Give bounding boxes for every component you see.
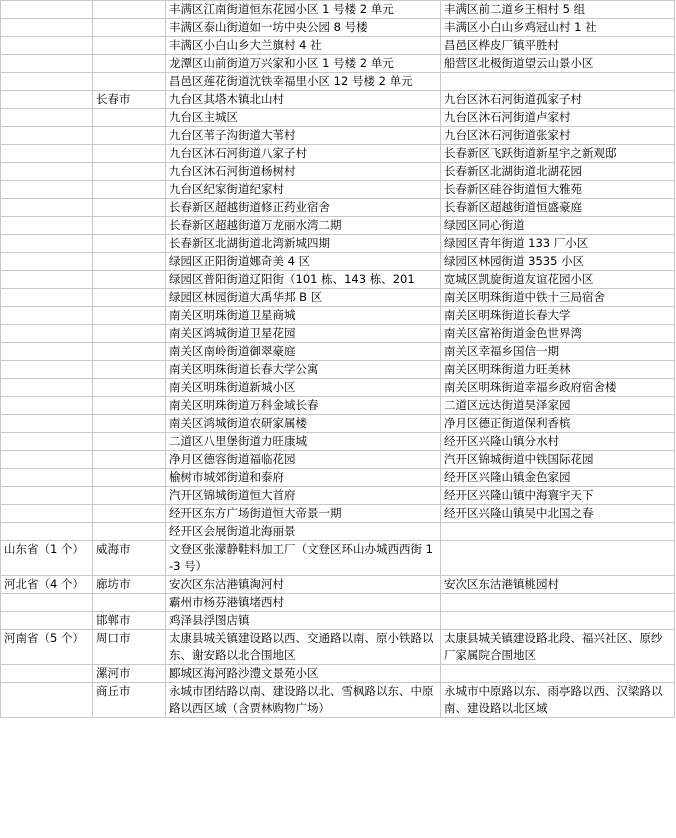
area-cell-left: 绿园区林园街道大禹华邦 B 区 — [166, 289, 441, 307]
area-cell-right: 九台区沐石河街道卢家村 — [441, 109, 675, 127]
area-cell-right: 绿园区青年街道 133 厂小区 — [441, 235, 675, 253]
area-cell-right: 安次区东沽港镇桃园村 — [441, 576, 675, 594]
area-cell-left: 丰满区江南街道恒东花园小区 1 号楼 2 单元 — [166, 1, 441, 19]
city-cell — [93, 451, 166, 469]
city-cell — [93, 127, 166, 145]
area-cell-right: 绿园区同心街道 — [441, 217, 675, 235]
table-row — [1, 1, 675, 19]
area-cell-left: 南关区明珠街道长春大学公寓 — [166, 361, 441, 379]
table-row — [1, 163, 675, 181]
area-cell-left: 汽开区锦城街道恒大首府 — [166, 487, 441, 505]
city-cell — [93, 145, 166, 163]
area-cell-left: 郾城区海河路沙澧文景苑小区 — [166, 665, 441, 683]
area-cell-left: 安次区东沽港镇淘河村 — [166, 576, 441, 594]
table-row — [1, 594, 675, 612]
area-cell-left: 长春新区北湖街道北湾新城四期 — [166, 235, 441, 253]
table-row — [1, 145, 675, 163]
area-cell-right: 经开区兴隆山镇分水村 — [441, 433, 675, 451]
table-row — [1, 37, 675, 55]
table-row — [1, 379, 675, 397]
city-cell: 威海市 — [93, 541, 166, 576]
province-cell — [1, 325, 93, 343]
province-cell — [1, 307, 93, 325]
city-cell: 长春市 — [93, 91, 166, 109]
province-cell — [1, 235, 93, 253]
area-cell-right — [441, 665, 675, 683]
area-cell-right: 长春新区硅谷街道恒大雅苑 — [441, 181, 675, 199]
table-row — [1, 217, 675, 235]
province-cell — [1, 379, 93, 397]
province-cell — [1, 127, 93, 145]
area-cell-right: 丰满区前二道乡王相村 5 组 — [441, 1, 675, 19]
table-row — [1, 541, 675, 576]
area-cell-left: 南关区鸿城街道卫星花园 — [166, 325, 441, 343]
area-cell-left: 长春新区超越街道万龙丽水湾二期 — [166, 217, 441, 235]
area-cell-right: 南关区幸福乡国信一期 — [441, 343, 675, 361]
area-cell-right: 永城市中原路以东、雨亭路以西、汉梁路以南、建设路以北区域 — [441, 683, 675, 718]
table-row — [1, 199, 675, 217]
area-cell-left: 鸡泽县浮图店镇 — [166, 612, 441, 630]
province-cell — [1, 163, 93, 181]
table-row — [1, 523, 675, 541]
area-cell-left: 净月区德容街道福临花园 — [166, 451, 441, 469]
province-cell — [1, 343, 93, 361]
area-cell-left: 九台区主城区 — [166, 109, 441, 127]
city-cell — [93, 594, 166, 612]
province-cell: 河北省（4 个） — [1, 576, 93, 594]
area-cell-right: 净月区德正街道保利香槟 — [441, 415, 675, 433]
province-cell — [1, 271, 93, 289]
city-cell — [93, 361, 166, 379]
table-row — [1, 433, 675, 451]
area-cell-left: 丰满区小白山乡大兰旗村 4 社 — [166, 37, 441, 55]
area-cell-right — [441, 73, 675, 91]
area-cell-left: 太康县城关镇建设路以西、交通路以南、原小铁路以东、谢安路以北合围地区 — [166, 630, 441, 665]
area-cell-left: 长春新区超越街道修正药业宿舍 — [166, 199, 441, 217]
table-row — [1, 55, 675, 73]
area-cell-right: 南关区明珠街道中铁十三局宿舍 — [441, 289, 675, 307]
province-cell — [1, 91, 93, 109]
area-cell-left: 霸州市杨芬港镇堵西村 — [166, 594, 441, 612]
province-cell — [1, 289, 93, 307]
area-cell-right: 经开区兴隆山镇吴中北国之春 — [441, 505, 675, 523]
table-row — [1, 487, 675, 505]
area-cell-left: 九台区其塔木镇北山村 — [166, 91, 441, 109]
province-cell — [1, 109, 93, 127]
area-cell-right — [441, 612, 675, 630]
province-cell — [1, 505, 93, 523]
city-cell — [93, 343, 166, 361]
province-cell — [1, 469, 93, 487]
table-row — [1, 253, 675, 271]
province-cell: 河南省（5 个） — [1, 630, 93, 665]
area-cell-right: 南关区富裕街道金色世界湾 — [441, 325, 675, 343]
area-cell-right — [441, 523, 675, 541]
province-cell — [1, 217, 93, 235]
area-cell-left: 南关区明珠街道新城小区 — [166, 379, 441, 397]
area-cell-right: 丰满区小白山乡鸡冠山村 1 社 — [441, 19, 675, 37]
table-row — [1, 397, 675, 415]
province-cell — [1, 181, 93, 199]
province-cell — [1, 19, 93, 37]
city-cell: 廊坊市 — [93, 576, 166, 594]
area-cell-right: 九台区沐石河街道孤家子村 — [441, 91, 675, 109]
area-cell-right: 南关区明珠街道力旺美林 — [441, 361, 675, 379]
table-row — [1, 109, 675, 127]
table-row — [1, 576, 675, 594]
area-cell-left: 九台区纪家街道纪家村 — [166, 181, 441, 199]
province-cell — [1, 487, 93, 505]
area-cell-left: 九台区沐石河街道杨树村 — [166, 163, 441, 181]
area-cell-left: 昌邑区莲花街道沈铁幸福里小区 12 号楼 2 单元 — [166, 73, 441, 91]
city-cell — [93, 271, 166, 289]
city-cell — [93, 73, 166, 91]
city-cell — [93, 235, 166, 253]
table-row — [1, 343, 675, 361]
table-row — [1, 665, 675, 683]
province-cell — [1, 612, 93, 630]
area-cell-right: 宽城区凯旋街道友谊花园小区 — [441, 271, 675, 289]
city-cell — [93, 109, 166, 127]
area-cell-left: 南关区南岭街道御翠豪庭 — [166, 343, 441, 361]
city-cell — [93, 163, 166, 181]
city-cell — [93, 253, 166, 271]
province-cell — [1, 665, 93, 683]
province-cell — [1, 73, 93, 91]
area-cell-left: 丰满区泰山街道如一坊中央公园 8 号楼 — [166, 19, 441, 37]
province-cell — [1, 199, 93, 217]
area-cell-right: 南关区明珠街道长春大学 — [441, 307, 675, 325]
area-cell-right: 绿园区林园街道 3535 小区 — [441, 253, 675, 271]
city-cell — [93, 37, 166, 55]
area-cell-left: 绿园区正阳街道娜奇美 4 区 — [166, 253, 441, 271]
province-cell — [1, 37, 93, 55]
table-row — [1, 451, 675, 469]
table-row — [1, 683, 675, 718]
area-cell-right: 汽开区锦城街道中铁国际花园 — [441, 451, 675, 469]
area-cell-right: 南关区明珠街道幸福乡政府宿舍楼 — [441, 379, 675, 397]
city-cell — [93, 505, 166, 523]
city-cell — [93, 289, 166, 307]
province-cell — [1, 253, 93, 271]
table-row — [1, 19, 675, 37]
area-cell-right: 长春新区北湖街道北湖花园 — [441, 163, 675, 181]
province-cell — [1, 1, 93, 19]
area-cell-right — [441, 594, 675, 612]
province-cell — [1, 683, 93, 718]
province-cell — [1, 145, 93, 163]
area-cell-left: 南关区鸿城街道农研家属楼 — [166, 415, 441, 433]
table-row — [1, 271, 675, 289]
area-cell-left: 九台区苇子沟街道大苇村 — [166, 127, 441, 145]
area-cell-right: 二道区远达街道昊泽家园 — [441, 397, 675, 415]
area-cell-right: 九台区沐石河街道张家村 — [441, 127, 675, 145]
table-row — [1, 289, 675, 307]
city-cell — [93, 325, 166, 343]
city-cell: 商丘市 — [93, 683, 166, 718]
province-cell — [1, 415, 93, 433]
area-cell-left: 永城市团结路以南、建设路以北、雪枫路以东、中原路以西区域（含贾林购物广场） — [166, 683, 441, 718]
city-cell: 漯河市 — [93, 665, 166, 683]
table-row — [1, 325, 675, 343]
table-row — [1, 307, 675, 325]
table-row — [1, 612, 675, 630]
city-cell — [93, 433, 166, 451]
city-cell — [93, 217, 166, 235]
province-cell — [1, 55, 93, 73]
city-cell — [93, 307, 166, 325]
area-cell-left: 龙潭区山前街道万兴家和小区 1 号楼 2 单元 — [166, 55, 441, 73]
area-cell-left: 经开区东方广场街道恒大帝景一期 — [166, 505, 441, 523]
table-row — [1, 630, 675, 665]
city-cell — [93, 415, 166, 433]
city-cell — [93, 397, 166, 415]
city-cell: 周口市 — [93, 630, 166, 665]
area-cell-right: 长春新区超越街道恒盛豪庭 — [441, 199, 675, 217]
province-cell — [1, 451, 93, 469]
city-cell — [93, 1, 166, 19]
area-cell-left: 榆树市城郊街道和泰府 — [166, 469, 441, 487]
area-cell-right: 昌邑区桦皮厂镇平胜村 — [441, 37, 675, 55]
province-cell: 山东省（1 个） — [1, 541, 93, 576]
province-cell — [1, 361, 93, 379]
province-cell — [1, 523, 93, 541]
area-cell-right: 船营区北极街道望云山景小区 — [441, 55, 675, 73]
city-cell — [93, 379, 166, 397]
city-cell — [93, 487, 166, 505]
province-cell — [1, 433, 93, 451]
area-cell-right: 太康县城关镇建设路北段、福兴社区、原纱厂家属院合围地区 — [441, 630, 675, 665]
area-cell-left: 经开区会展街道北海丽景 — [166, 523, 441, 541]
table-row — [1, 469, 675, 487]
area-cell-right: 经开区兴隆山镇金色家园 — [441, 469, 675, 487]
table-row — [1, 127, 675, 145]
city-cell — [93, 19, 166, 37]
table-row — [1, 361, 675, 379]
area-cell-right: 长春新区飞跃街道新星宇之新观邸 — [441, 145, 675, 163]
city-cell — [93, 181, 166, 199]
area-cell-left: 南关区明珠街道万科金域长春 — [166, 397, 441, 415]
area-cell-left: 绿园区普阳街道辽阳街（101 栋、143 栋、201 — [166, 271, 441, 289]
city-cell: 邯郸市 — [93, 612, 166, 630]
city-cell — [93, 523, 166, 541]
table-body — [1, 1, 675, 718]
area-cell-left: 南关区明珠街道卫星商城 — [166, 307, 441, 325]
table-row — [1, 505, 675, 523]
province-cell — [1, 594, 93, 612]
table-row — [1, 73, 675, 91]
area-cell-left: 九台区沐石河街道八家子村 — [166, 145, 441, 163]
table-row — [1, 181, 675, 199]
area-cell-right: 经开区兴隆山镇中海寰宇天下 — [441, 487, 675, 505]
table-row — [1, 91, 675, 109]
city-cell — [93, 469, 166, 487]
area-cell-left: 文登区张濛静鞋料加工厂（文登区环山办城西西街 1-3 号） — [166, 541, 441, 576]
city-cell — [93, 55, 166, 73]
province-cell — [1, 397, 93, 415]
area-cell-left: 二道区八里堡街道力旺康城 — [166, 433, 441, 451]
area-cell-right — [441, 541, 675, 576]
table-row — [1, 415, 675, 433]
table-row — [1, 235, 675, 253]
city-cell — [93, 199, 166, 217]
